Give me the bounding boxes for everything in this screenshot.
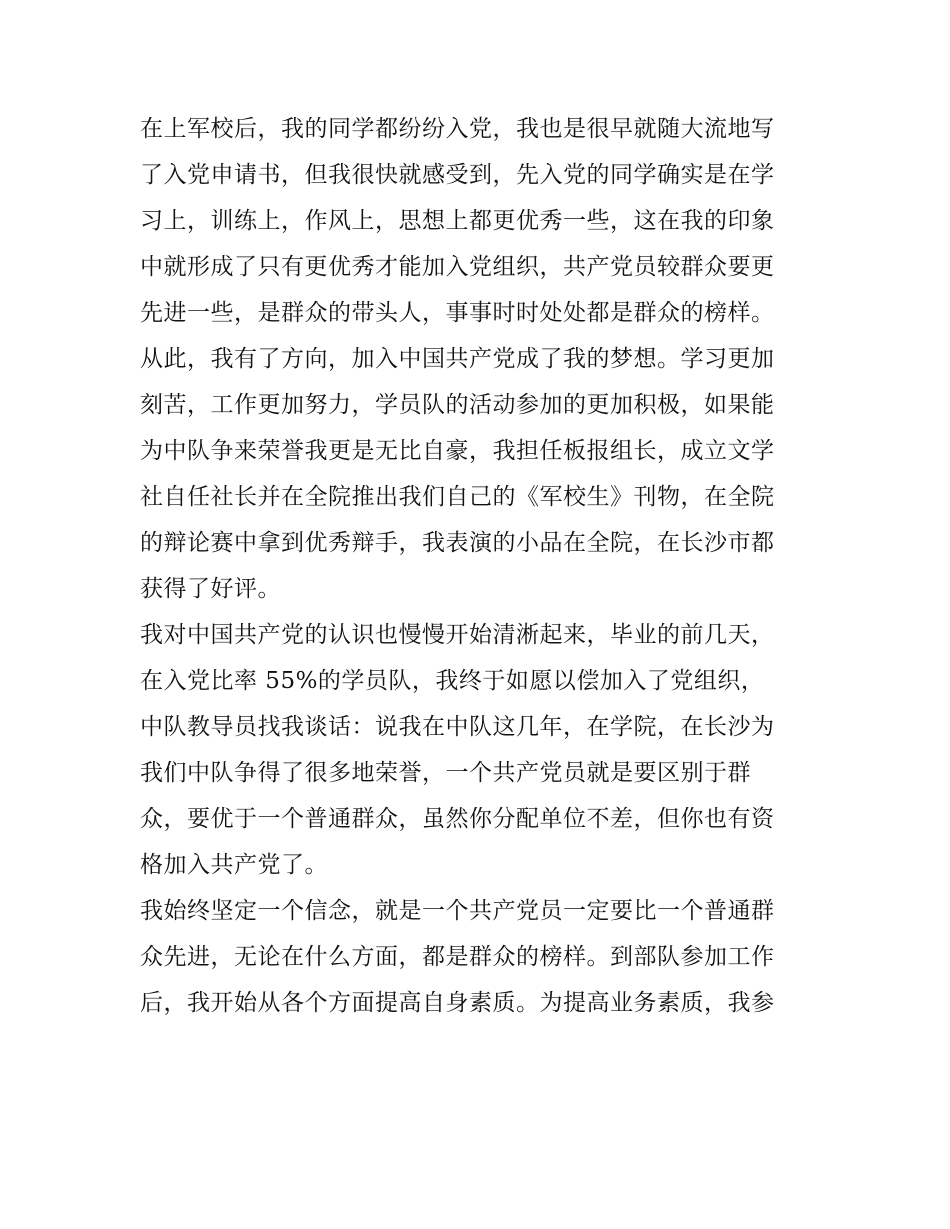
text-line: 的辩论赛中拿到优秀辩手，我表演的小品在全院，在长沙市都 [140, 530, 775, 556]
text-line: 格加入共产党了。 [140, 852, 328, 878]
paragraph-3 [140, 888, 820, 1026]
text-line: 在上军校后，我的同学都纷纷入党，我也是很早就随大流地写 [140, 116, 775, 142]
text-line: 在入党比率 55%的学员队，我终于如愿以偿加入了党组织， [140, 668, 765, 694]
text-line: 为中队争来荣誉我更是无比自豪，我担任板报组长，成立文学 [140, 438, 775, 464]
text-line: 我始终坚定一个信念，就是一个共产党员一定要比一个普通群 [140, 898, 775, 924]
text-line: 中队教导员找我谈话：说我在中队这几年，在学院，在长沙为 [140, 714, 775, 740]
text-line: 社自任社长并在全院推出我们自己的《军校生》刊物，在全院 [140, 484, 775, 510]
paragraph-2 [140, 612, 820, 888]
document-body [140, 106, 820, 1026]
text-line: 后，我开始从各个方面提高自身素质。为提高业务素质，我参 [140, 990, 775, 1016]
text-line: 刻苦，工作更加努力，学员队的活动参加的更加积极，如果能 [140, 392, 775, 418]
text-line: 众先进，无论在什么方面，都是群众的榜样。到部队参加工作 [140, 944, 775, 970]
paragraph-1 [140, 106, 820, 612]
text-line: 我对中国共产党的认识也慢慢开始清淅起来，毕业的前几天， [140, 622, 775, 648]
text-line: 先进一些，是群众的带头人，事事时时处处都是群众的榜样。 [140, 300, 775, 326]
text-line: 从此，我有了方向，加入中国共产党成了我的梦想。学习更加 [140, 346, 775, 372]
text-line: 了入党申请书，但我很快就感受到，先入党的同学确实是在学 [140, 162, 775, 188]
text-line: 中就形成了只有更优秀才能加入党组织，共产党员较群众要更 [140, 254, 775, 280]
text-line: 获得了好评。 [140, 576, 281, 602]
text-line: 我们中队争得了很多地荣誉，一个共产党员就是要区别于群 [140, 760, 751, 786]
text-line: 习上，训练上，作风上，思想上都更优秀一些，这在我的印象 [140, 208, 775, 234]
text-line: 众，要优于一个普通群众，虽然你分配单位不差，但你也有资 [140, 806, 775, 832]
